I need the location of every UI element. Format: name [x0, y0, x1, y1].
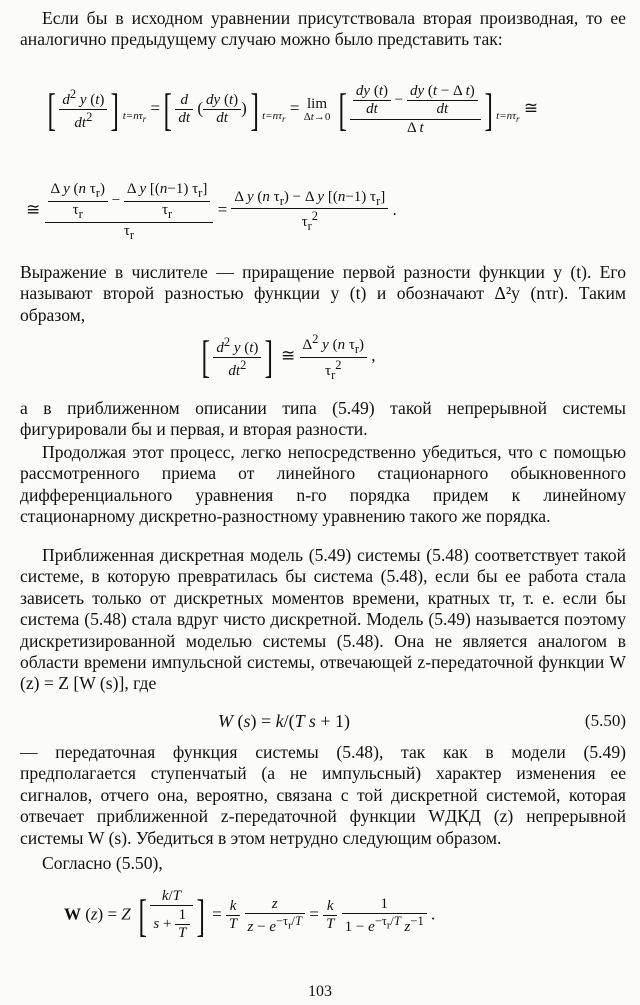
equation-transfer-function: W (s) = k/(T s + 1)	[218, 711, 351, 731]
paragraph-4: Продолжая этот процесс, легко непосредственно убедиться, что с помощью рассмотренного приема от линейного стационарного обыкновенного дифференциального уравнения n-го порядка придем к линейному стационарному дискретно-разностному уравнению такого же порядка.	[20, 442, 626, 527]
equation-second-difference: ≅ $\frac{\Delta y (n \tau_r)}{\tau_r}$ − $\frac{\Delta y [(n-1) \tau_r]}{\tau_r}$ $\tau_r$ = $\frac{\Delta y (n \tau_r) - \Delta y [(n-1) \tau_r]}{\tau_r^2}$ .	[26, 181, 397, 242]
paragraph-6: — передаточная функция системы (5.48), так как в модели (5.49) предполагается ступенчатый (а не импульсный) характер изменения ее сигналов, отчего она, вероятно, связана с той дискретной системой, которая отвечает приближенной z-передаточной функции WДКД (z) непрерывной системы W (s). Убедиться в этом нетрудно следующим образом.	[20, 742, 626, 848]
equation-z-transfer: W (z) = Z [ k/T s + $\frac{1}{T}$ ] = $\frac{k}{T}$ $\frac{z}{z - e^{-\tau_r/T}}$ = $\frac{k}{T}$ $\frac{1}{1 - e^{-\tau_r/T} z^{-1}}$ .	[64, 888, 436, 941]
paragraph-1: Если бы в исходном уравнении присутствовала вторая производная, то ее аналогично предыдущему случаю можно было представить так:	[20, 8, 626, 50]
paragraph-5: Приближенная дискретная модель (5.49) системы (5.48) соответствует такой системе, в которую превратилась бы система (5.48), если бы ее работа стала зависеть только от дискретных моментов времени, кратных τr, т. е. если бы система (5.48) стала вдруг чисто дискретной. Модель (5.49) называется поэтому дискретизированной моделью системы (5.48). Она не является аналогом в области времени импульсной системы, отвечающей z-передаточной функции W (z) = Z [W (s)], где	[20, 545, 626, 694]
equation-second-derivative-approx: [ $\frac{d^2 y (t)}{dt^2}$ ] ≅ $\frac{\Delta^2 y (n \tau_r)}{\tau_r^2}$ ,	[201, 331, 376, 382]
equation-second-derivative-limit: [ $\frac{d^2 y (t)}{dt^2}$ ] $_{t=n\tau_r}$ =[ $\frac{d}{dt}$ ( $\frac{dy (t)}{dt}$ )] $_{t=n\tau_r}$ = lim Δt→0 [ $\frac{dy (t)}{dt}$ − $\frac{\text{dy (t − Δ t)}}{dt}$ Δ t ] $_{t=n\tau_r}$ ≅	[47, 83, 539, 136]
paragraph-7: Согласно (5.50),	[42, 853, 163, 873]
paragraph-3: а в приближенном описании типа (5.49) такой непрерывной системы фигурировали бы и первая, и вторая разности.	[20, 398, 626, 440]
page-number: 103	[308, 983, 332, 1000]
equation-number-5-50: (5.50)	[584, 711, 626, 730]
paragraph-2: Выражение в числителе — приращение первой разности функции y (t). Его называют второй разностью функции y (t) и обозначают Δ²y (nτr). Таким образом,	[20, 262, 626, 325]
